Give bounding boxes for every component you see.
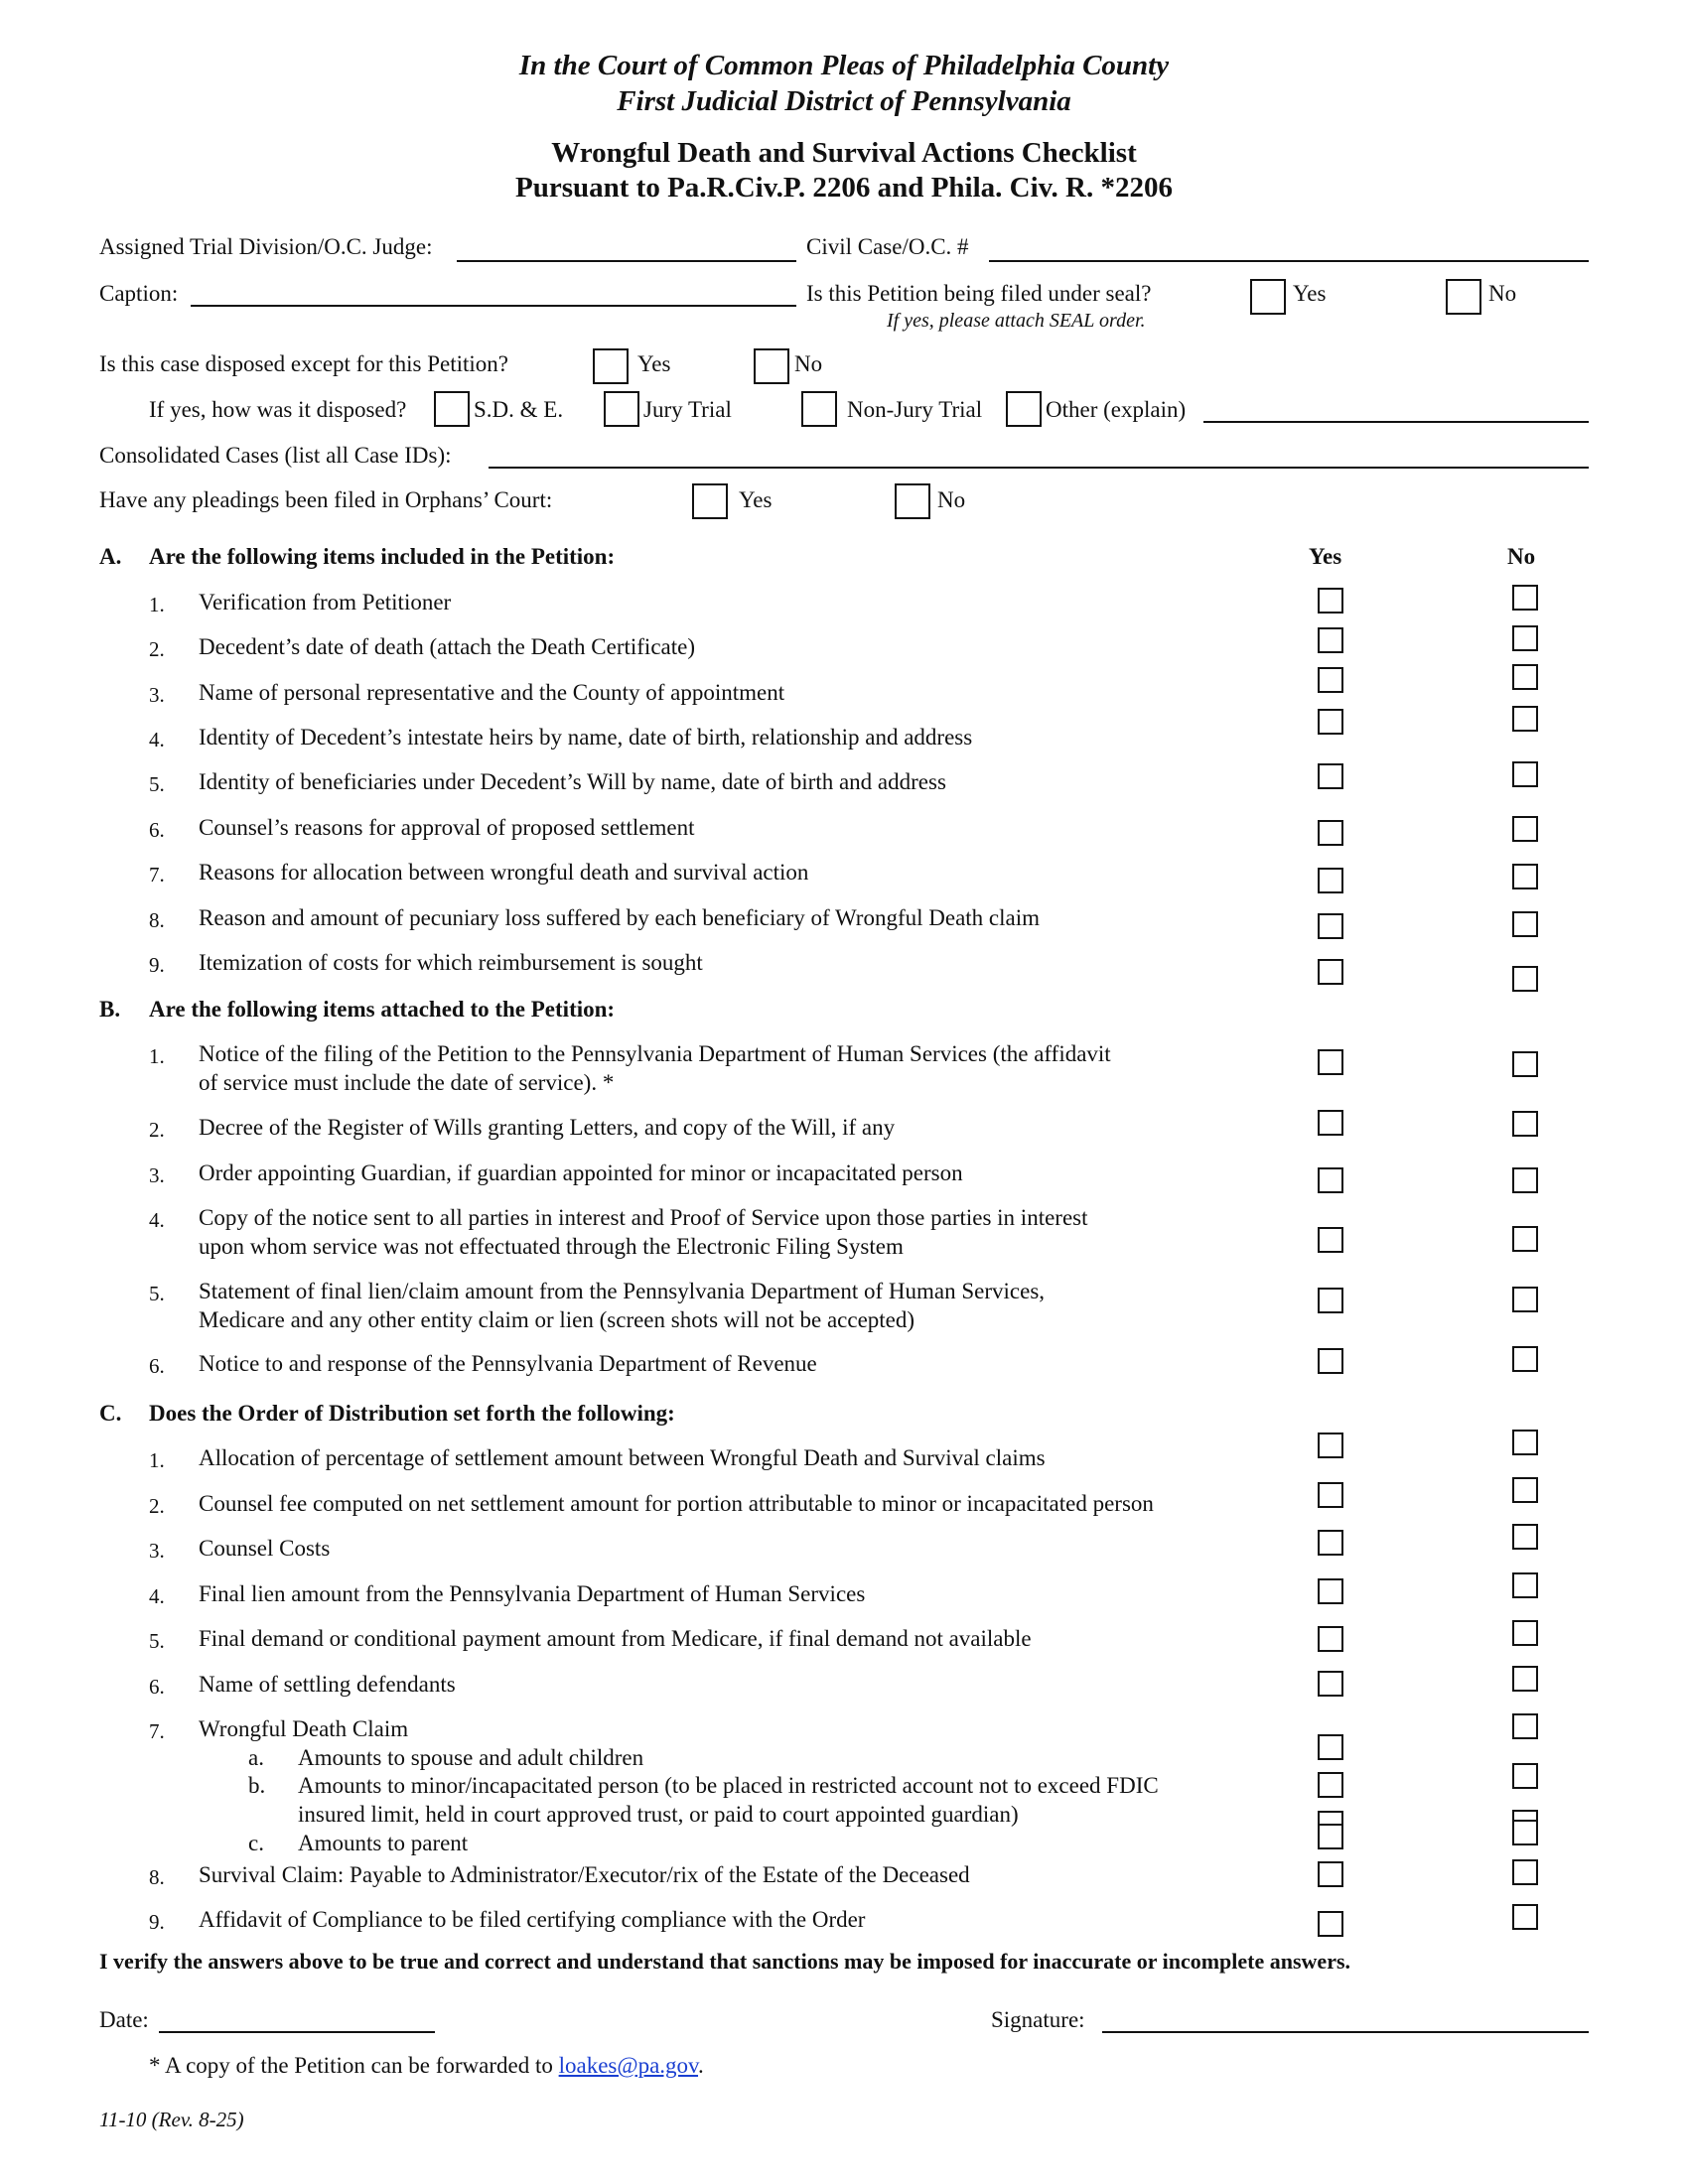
item-number: 7. bbox=[149, 1719, 165, 1743]
item-number: 1. bbox=[149, 1044, 165, 1068]
item-number: 2. bbox=[149, 637, 165, 661]
item-no-checkbox[interactable] bbox=[1512, 1524, 1538, 1550]
section-a-title: Are the following items included in the Petition: bbox=[149, 544, 616, 569]
item-number: 5. bbox=[149, 772, 165, 796]
item-no-checkbox[interactable] bbox=[1512, 1167, 1538, 1193]
email-note-prefix: * A copy of the Petition can be forwarded to bbox=[149, 2053, 559, 2078]
item-number: 5. bbox=[149, 1629, 165, 1653]
item-no-checkbox[interactable] bbox=[1512, 1430, 1538, 1455]
item-text: Notice of the filing of the Petition to the Pennsylvania Department of Human Services (the affidavit bbox=[199, 1041, 1111, 1066]
disposed-yes-label: Yes bbox=[637, 351, 671, 376]
item-number: 2. bbox=[149, 1118, 165, 1142]
item-yes-checkbox[interactable] bbox=[1318, 1626, 1343, 1652]
item-number: 6. bbox=[149, 1675, 165, 1699]
jury-trial-label: Jury Trial bbox=[643, 397, 732, 422]
item-no-checkbox[interactable] bbox=[1512, 1111, 1538, 1137]
judge-field[interactable] bbox=[457, 260, 796, 262]
item-text: Name of personal representative and the County of appointment bbox=[199, 680, 785, 705]
item-yes-checkbox[interactable] bbox=[1318, 913, 1343, 939]
item-yes-checkbox[interactable] bbox=[1318, 1348, 1343, 1374]
item-number: 7. bbox=[149, 863, 165, 887]
seal-question: Is this Petition being filed under seal? bbox=[806, 281, 1152, 306]
item-text: Final lien amount from the Pennsylvania Department of Human Services bbox=[199, 1581, 866, 1606]
item-yes-checkbox[interactable] bbox=[1318, 1288, 1343, 1313]
item-yes-checkbox[interactable] bbox=[1318, 1227, 1343, 1253]
item-no-checkbox[interactable] bbox=[1512, 1713, 1538, 1739]
item-yes-checkbox[interactable] bbox=[1318, 1482, 1343, 1508]
item-no-checkbox[interactable] bbox=[1512, 585, 1538, 611]
date-label: Date: bbox=[99, 2007, 149, 2032]
item-yes-checkbox[interactable] bbox=[1318, 868, 1343, 893]
item-text: Allocation of percentage of settlement amount between Wrongful Death and Survival claims bbox=[199, 1445, 1046, 1470]
subitem-letter: b. bbox=[248, 1773, 266, 1798]
item-no-checkbox[interactable] bbox=[1512, 1572, 1538, 1598]
item-text: Counsel’s reasons for approval of proposed settlement bbox=[199, 815, 695, 840]
email-link[interactable]: loakes@pa.gov bbox=[558, 2053, 699, 2078]
item-yes-checkbox[interactable] bbox=[1318, 959, 1343, 985]
item-text-continued: Medicare and any other entity claim or lien (screen shots will not be accepted) bbox=[199, 1307, 915, 1332]
item-no-checkbox[interactable] bbox=[1512, 1477, 1538, 1503]
item-yes-checkbox[interactable] bbox=[1318, 1110, 1343, 1136]
other-label: Other (explain) bbox=[1046, 397, 1187, 422]
section-c-title: Does the Order of Distribution set forth the following: bbox=[149, 1401, 675, 1426]
orphans-no-checkbox[interactable] bbox=[895, 483, 930, 519]
item-number: 8. bbox=[149, 1865, 165, 1889]
item-number: 5. bbox=[149, 1282, 165, 1305]
item-text: Wrongful Death Claim bbox=[199, 1716, 409, 1741]
item-text: Final demand or conditional payment amount from Medicare, if final demand not available bbox=[199, 1626, 1032, 1651]
how-disposed-label: If yes, how was it disposed? bbox=[149, 397, 407, 422]
orphans-no-label: No bbox=[937, 487, 966, 512]
jury-trial-checkbox[interactable] bbox=[604, 391, 639, 427]
item-number: 3. bbox=[149, 683, 165, 707]
form-title: Wrongful Death and Survival Actions Checklist bbox=[551, 137, 1137, 169]
item-text: Identity of Decedent’s intestate heirs by name, date of birth, relationship and address bbox=[199, 725, 973, 750]
consolidated-label: Consolidated Cases (list all Case IDs): bbox=[99, 443, 452, 468]
item-no-checkbox[interactable] bbox=[1512, 706, 1538, 732]
district-name: First Judicial District of Pennsylvania bbox=[617, 85, 1071, 117]
item-text: Affidavit of Compliance to be filed certifying compliance with the Order bbox=[199, 1907, 866, 1932]
sde-label: S.D. & E. bbox=[474, 397, 564, 422]
item-yes-checkbox[interactable] bbox=[1318, 1734, 1343, 1760]
item-number: 4. bbox=[149, 1208, 165, 1232]
item-yes-checkbox[interactable] bbox=[1318, 1049, 1343, 1075]
seal-no-label: No bbox=[1488, 281, 1517, 306]
subitem-no-checkbox[interactable] bbox=[1512, 1820, 1538, 1845]
subitem-text: Amounts to minor/incapacitated person (to be placed in restricted account not to exceed FDIC bbox=[298, 1773, 1159, 1798]
sde-checkbox[interactable] bbox=[434, 391, 470, 427]
date-field[interactable] bbox=[159, 2031, 435, 2033]
item-no-checkbox[interactable] bbox=[1512, 1904, 1538, 1930]
subitem-text-continued: insured limit, held in court approved trust, or paid to court appointed guardian) bbox=[298, 1802, 1019, 1827]
item-text: Counsel fee computed on net settlement amount for portion attributable to minor or incapacitated person bbox=[199, 1491, 1154, 1516]
item-yes-checkbox[interactable] bbox=[1318, 667, 1343, 693]
subitem-yes-checkbox[interactable] bbox=[1318, 1824, 1343, 1849]
subitem-text: Amounts to spouse and adult children bbox=[298, 1745, 644, 1770]
item-no-checkbox[interactable] bbox=[1512, 1859, 1538, 1885]
item-no-checkbox[interactable] bbox=[1512, 625, 1538, 651]
item-yes-checkbox[interactable] bbox=[1318, 1671, 1343, 1697]
item-number: 2. bbox=[149, 1494, 165, 1518]
disposed-question: Is this case disposed except for this Petition? bbox=[99, 351, 509, 376]
verification-statement: I verify the answers above to be true and correct and understand that sanctions may be imposed for inaccurate or incomplete answers. bbox=[99, 1949, 1351, 1974]
item-number: 6. bbox=[149, 818, 165, 842]
item-text: Reason and amount of pecuniary loss suffered by each beneficiary of Wrongful Death claim bbox=[199, 905, 1041, 930]
item-no-checkbox[interactable] bbox=[1512, 761, 1538, 787]
item-no-checkbox[interactable] bbox=[1512, 1051, 1538, 1077]
item-yes-checkbox[interactable] bbox=[1318, 709, 1343, 735]
item-yes-checkbox[interactable] bbox=[1318, 1911, 1343, 1937]
section-b-title: Are the following items attached to the Petition: bbox=[149, 997, 616, 1022]
item-yes-checkbox[interactable] bbox=[1318, 627, 1343, 653]
item-text: Counsel Costs bbox=[199, 1536, 331, 1561]
subitem-yes-checkbox[interactable] bbox=[1318, 1772, 1343, 1798]
signature-field[interactable] bbox=[1102, 2031, 1589, 2033]
caption-label: Caption: bbox=[99, 281, 179, 306]
item-number: 6. bbox=[149, 1354, 165, 1378]
column-yes: Yes bbox=[1309, 544, 1342, 569]
item-text: Reasons for allocation between wrongful death and survival action bbox=[199, 860, 809, 885]
item-number: 9. bbox=[149, 1910, 165, 1934]
item-no-checkbox[interactable] bbox=[1512, 864, 1538, 889]
orphans-yes-label: Yes bbox=[739, 487, 773, 512]
orphans-yes-checkbox[interactable] bbox=[692, 483, 728, 519]
item-number: 1. bbox=[149, 1448, 165, 1472]
item-text: Order appointing Guardian, if guardian appointed for minor or incapacitated person bbox=[199, 1160, 963, 1185]
consolidated-field[interactable] bbox=[489, 467, 1589, 469]
disposed-no-checkbox[interactable] bbox=[754, 348, 789, 384]
column-no: No bbox=[1507, 544, 1536, 569]
caption-field[interactable] bbox=[191, 305, 796, 307]
item-number: 1. bbox=[149, 593, 165, 616]
item-yes-checkbox[interactable] bbox=[1318, 1167, 1343, 1193]
item-text: Notice to and response of the Pennsylvania Department of Revenue bbox=[199, 1351, 817, 1376]
item-no-checkbox[interactable] bbox=[1512, 816, 1538, 842]
form-subtitle: Pursuant to Pa.R.Civ.P. 2206 and Phila. Civ. R. *2206 bbox=[515, 172, 1173, 204]
signature-label: Signature: bbox=[991, 2007, 1085, 2032]
item-text: Name of settling defendants bbox=[199, 1672, 456, 1697]
item-no-checkbox[interactable] bbox=[1512, 664, 1538, 690]
section-c-letter: C. bbox=[99, 1401, 122, 1426]
item-text: Itemization of costs for which reimbursement is sought bbox=[199, 950, 703, 975]
item-yes-checkbox[interactable] bbox=[1318, 1861, 1343, 1887]
seal-yes-label: Yes bbox=[1293, 281, 1327, 306]
subitem-no-checkbox[interactable] bbox=[1512, 1763, 1538, 1789]
non-jury-trial-checkbox[interactable] bbox=[801, 391, 837, 427]
case-number-label: Civil Case/O.C. # bbox=[806, 234, 969, 259]
non-jury-trial-label: Non-Jury Trial bbox=[847, 397, 983, 422]
item-number: 3. bbox=[149, 1163, 165, 1187]
section-a-letter: A. bbox=[99, 544, 122, 569]
subitem-text: Amounts to parent bbox=[298, 1831, 469, 1855]
item-yes-checkbox[interactable] bbox=[1318, 1530, 1343, 1556]
item-number: 4. bbox=[149, 728, 165, 751]
subitem-letter: c. bbox=[248, 1831, 264, 1855]
court-name: In the Court of Common Pleas of Philadelphia County bbox=[518, 50, 1170, 81]
item-text: Decedent’s date of death (attach the Death Certificate) bbox=[199, 634, 695, 659]
item-yes-checkbox[interactable] bbox=[1318, 763, 1343, 789]
other-checkbox[interactable] bbox=[1006, 391, 1042, 427]
seal-note: If yes, please attach SEAL order. bbox=[887, 310, 1146, 332]
item-text: Statement of final lien/claim amount from the Pennsylvania Department of Human Services, bbox=[199, 1279, 1046, 1303]
subitem-letter: a. bbox=[248, 1745, 264, 1770]
disposed-no-label: No bbox=[794, 351, 823, 376]
item-number: 3. bbox=[149, 1539, 165, 1563]
disposed-yes-checkbox[interactable] bbox=[593, 348, 629, 384]
judge-label: Assigned Trial Division/O.C. Judge: bbox=[99, 234, 433, 259]
item-no-checkbox[interactable] bbox=[1512, 911, 1538, 937]
seal-no-checkbox[interactable] bbox=[1446, 279, 1481, 315]
item-yes-checkbox[interactable] bbox=[1318, 1433, 1343, 1458]
item-no-checkbox[interactable] bbox=[1512, 1666, 1538, 1692]
seal-yes-checkbox[interactable] bbox=[1250, 279, 1286, 315]
item-text: Copy of the notice sent to all parties in interest and Proof of Service upon those parties in interest bbox=[199, 1205, 1088, 1230]
item-text: Survival Claim: Payable to Administrator/Executor/rix of the Estate of the Deceased bbox=[199, 1862, 970, 1887]
item-text: Decree of the Register of Wills granting Letters, and copy of the Will, if any bbox=[199, 1115, 896, 1140]
email-note bbox=[149, 2053, 704, 2079]
item-no-checkbox[interactable] bbox=[1512, 1226, 1538, 1252]
item-no-checkbox[interactable] bbox=[1512, 1620, 1538, 1646]
item-text-continued: upon whom service was not effectuated through the Electronic Filing System bbox=[199, 1234, 904, 1259]
item-text: Verification from Petitioner bbox=[199, 590, 452, 614]
item-number: 4. bbox=[149, 1584, 165, 1608]
section-b-letter: B. bbox=[99, 997, 121, 1022]
email-note-suffix: . bbox=[698, 2053, 704, 2078]
item-no-checkbox[interactable] bbox=[1512, 1346, 1538, 1372]
item-no-checkbox[interactable] bbox=[1512, 966, 1538, 992]
orphans-question: Have any pleadings been filed in Orphans’ Court: bbox=[99, 487, 553, 512]
other-explain-field[interactable] bbox=[1203, 421, 1589, 423]
item-text: Identity of beneficiaries under Decedent’s Will by name, date of birth and address bbox=[199, 769, 946, 794]
item-yes-checkbox[interactable] bbox=[1318, 820, 1343, 846]
item-yes-checkbox[interactable] bbox=[1318, 1578, 1343, 1604]
form-number: 11-10 (Rev. 8-25) bbox=[99, 2108, 244, 2131]
item-number: 9. bbox=[149, 953, 165, 977]
item-text-continued: of service must include the date of service). * bbox=[199, 1070, 615, 1095]
case-number-field[interactable] bbox=[989, 260, 1589, 262]
item-no-checkbox[interactable] bbox=[1512, 1287, 1538, 1312]
item-yes-checkbox[interactable] bbox=[1318, 588, 1343, 614]
item-number: 8. bbox=[149, 908, 165, 932]
